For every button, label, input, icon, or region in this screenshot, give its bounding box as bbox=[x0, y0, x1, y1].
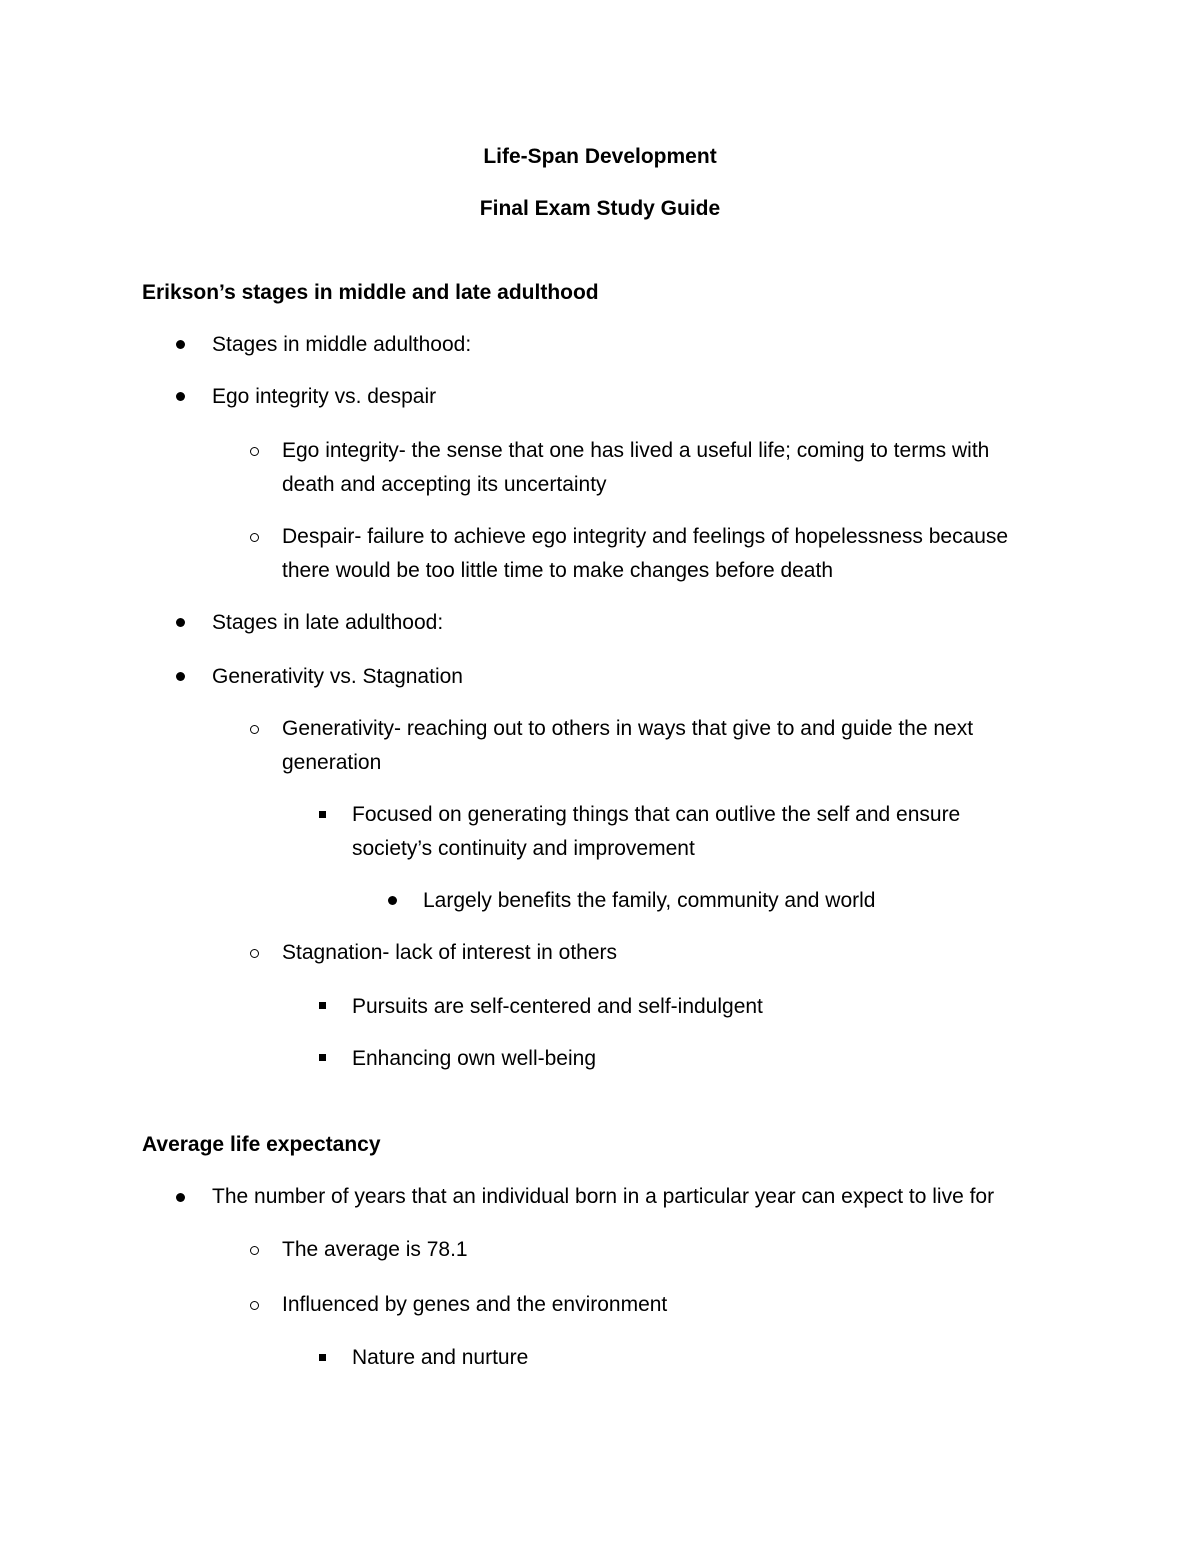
bullet-square-icon bbox=[319, 1354, 326, 1361]
bullet-square-icon bbox=[319, 1054, 326, 1061]
list-item: Nature and nurture bbox=[352, 1346, 529, 1369]
list-item: Focused on generating things that can outlive the self and ensure bbox=[352, 803, 961, 826]
bullet-circle-icon bbox=[250, 949, 259, 958]
document-subtitle: Final Exam Study Guide bbox=[479, 197, 721, 220]
bullet-circle-icon bbox=[250, 1301, 259, 1310]
list-item: The average is 78.1 bbox=[282, 1238, 468, 1261]
list-item: Ego integrity- the sense that one has lived a useful life; coming to terms with bbox=[282, 439, 990, 462]
bullet-square-icon bbox=[319, 811, 326, 818]
bullet-circle-icon bbox=[250, 447, 259, 456]
list-item: Generativity- reaching out to others in ways that give to and guide the next bbox=[282, 717, 974, 740]
bullet-disc-icon bbox=[176, 672, 185, 681]
list-item: Stagnation- lack of interest in others bbox=[282, 941, 618, 964]
bullet-circle-icon bbox=[250, 533, 259, 542]
list-item: Largely benefits the family, community and world bbox=[423, 889, 876, 912]
bullet-disc-icon bbox=[176, 618, 185, 627]
document-title: Life-Span Development bbox=[483, 145, 717, 168]
section-heading-life-expectancy: Average life expectancy bbox=[142, 1133, 381, 1156]
list-item-continuation: society’s continuity and improvement bbox=[352, 837, 695, 860]
bullet-circle-icon bbox=[250, 1246, 259, 1255]
list-item: Generativity vs. Stagnation bbox=[212, 665, 463, 688]
list-item: Stages in middle adulthood: bbox=[212, 333, 472, 356]
bullet-disc-icon bbox=[176, 1193, 185, 1202]
list-item: Ego integrity vs. despair bbox=[212, 385, 437, 408]
list-item: Stages in late adulthood: bbox=[212, 611, 444, 634]
bullet-disc-icon bbox=[176, 392, 185, 401]
bullet-circle-icon bbox=[250, 725, 259, 734]
list-item: The number of years that an individual born in a particular year can expect to live for bbox=[212, 1185, 995, 1208]
list-item-continuation: death and accepting its uncertainty bbox=[282, 473, 607, 496]
list-item: Pursuits are self-centered and self-indulgent bbox=[352, 995, 763, 1018]
bullet-disc-icon bbox=[388, 896, 397, 905]
list-item: Influenced by genes and the environment bbox=[282, 1293, 668, 1316]
list-item: Enhancing own well-being bbox=[352, 1047, 596, 1070]
list-item-continuation: generation bbox=[282, 751, 382, 774]
list-item-continuation: there would be too little time to make changes before death bbox=[282, 559, 834, 582]
bullet-square-icon bbox=[319, 1002, 326, 1009]
bullet-disc-icon bbox=[176, 340, 185, 349]
list-item: Despair- failure to achieve ego integrity and feelings of hopelessness because bbox=[282, 525, 1009, 548]
section-heading-erikson: Erikson’s stages in middle and late adulthood bbox=[142, 281, 599, 304]
